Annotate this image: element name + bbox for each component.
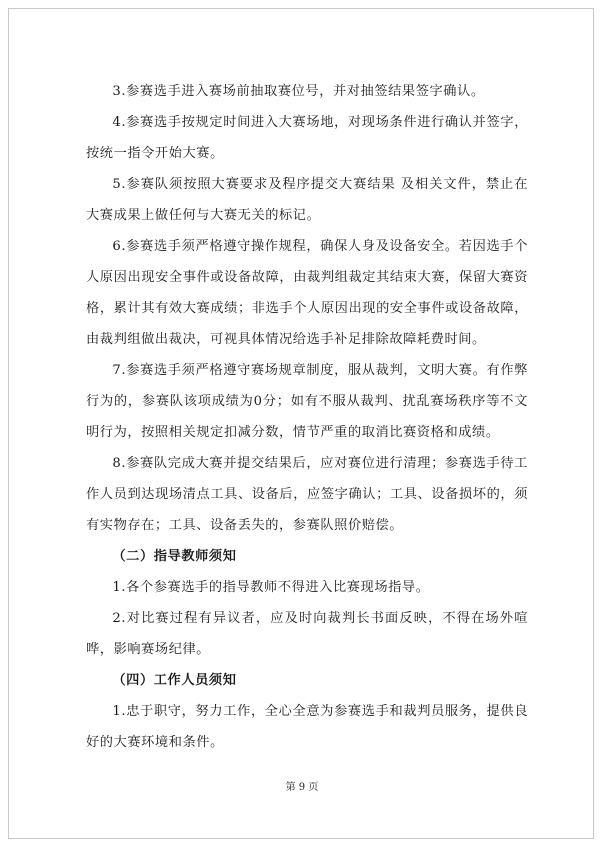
rule-paragraph: 6.参赛选手须严格遵守操作规程，确保人身及设备安全。若因选手个人原因出现安全事件或设备故障，由裁判组裁定其结束大赛，保留大赛资格，累计其有效大赛成绩；非选手个人原因出现的安全事件或设备故障，由裁判组做出裁决，可视具体情况给选手补足排除故障耗费时间。: [86, 239, 528, 347]
rule-paragraph: 1.忠于职守，努力工作，全心全意为参赛选手和裁判员服务，提供良好的大赛环境和条件。: [86, 704, 528, 750]
page-number: 第 9 页: [285, 782, 319, 793]
section-heading-teacher: （二）指导教师须知: [112, 549, 237, 564]
rule-paragraph: 3.参赛选手进入赛场前抽取赛位号，并对抽签结果签字确认。: [112, 84, 485, 99]
document-body: [86, 76, 528, 758]
rule-paragraph: 8.参赛队完成大赛并提交结果后，应对赛位进行清理；参赛选手待工作人员到达现场清点工具、设备后，应签字确认；工具、设备损坏的，须有实物存在；工具、设备丢失的，参赛队照价赔偿。: [86, 456, 528, 533]
section-heading-staff: （四）工作人员须知: [112, 673, 237, 688]
rule-paragraph: 2.对比赛过程有异议者，应及时向裁判长书面反映，不得在场外喧哗，影响赛场纪律。: [86, 611, 528, 657]
rule-paragraph: 7.参赛选手须严格遵守赛场规章制度，服从裁判，文明大赛。有作弊行为的，参赛队该项成绩为0分；如有不服从裁判、扰乱赛场秩序等不文明行为，按照相关规定扣减分数，情节严重的取消比赛资格和成绩。: [86, 363, 528, 440]
rule-paragraph: 1.各个参赛选手的指导教师不得进入比赛现场指导。: [112, 580, 430, 595]
rule-paragraph: 5.参赛队须按照大赛要求及程序提交大赛结果 及相关文件，禁止在大赛成果上做任何与大赛无关的标记。: [86, 177, 528, 223]
rule-paragraph: 4.参赛选手按规定时间进入大赛场地，对现场条件进行确认并签字，按统一指令开始大赛。: [86, 115, 528, 161]
